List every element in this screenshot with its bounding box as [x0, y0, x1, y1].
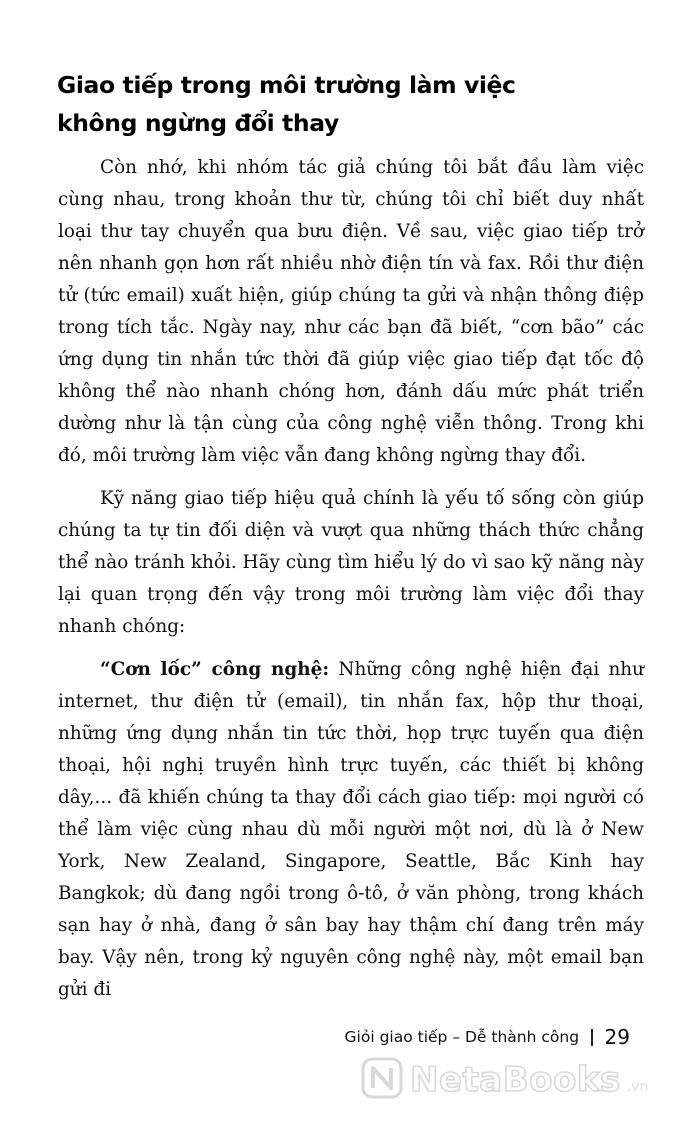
section-heading	[57, 66, 657, 142]
paragraph-3-lead: “Cơn lốc” công nghệ:	[100, 659, 330, 680]
section-heading-line-2: không ngừng đổi thay	[57, 109, 339, 137]
paragraph-3	[58, 654, 644, 1006]
netabooks-logo-icon	[360, 1056, 404, 1105]
footer-separator	[591, 1029, 593, 1046]
paragraph-3-rest: Những công nghệ hiện đại như internet, thư điện tử (email), tin nhắn fax, hộp thư thoại, những ứng dụng nhắn tin tức thời, họp trực tuyến qua điện thoại, hội nghị truyền hình trực tuyến, các thiết bị không dây,... đã khiến chúng ta thay đổi cách giao tiếp: mọi người có thể làm việc cùng nhau dù mỗi người một nơi, dù là ở New York, New Zealand, Singapore, Seattle, Bắc Kinh hay Bangkok; dù đang ngồi trong ô-tô, ở văn phòng, trong khách sạn hay ở nhà, đang ở sân bay hay thậm chí đang trên máy bay. Vậy nên, trong kỷ nguyên công nghệ này, một email bạn gửi đi	[58, 659, 644, 1000]
paragraph-1: Còn nhớ, khi nhóm tác giả chúng tôi bắt đầu làm việc cùng nhau, trong khoản thư từ, chúng tôi chỉ biết duy nhất loại thư tay chuyển qua bưu điện. Về sau, việc giao tiếp trở nên nhanh gọn hơn rất nhiều nhờ điện tín và fax. Rồi thư điện tử (tức email) xuất hiện, giúp chúng ta gửi và nhận thông điệp trong tích tắc. Ngày nay, như các bạn đã biết, “cơn bão” các ứng dụng tin nhắn tức thời đã giúp việc giao tiếp đạt tốc độ không thể nào nhanh chóng hơn, đánh dấu mức phát triển dường như là tận cùng của công nghệ viễn thông. Trong khi đó, môi trường làm việc vẫn đang không ngừng thay đổi.	[58, 157, 644, 466]
page-number: 29	[604, 1025, 630, 1049]
watermark	[360, 1055, 648, 1105]
paragraph-2: Kỹ năng giao tiếp hiệu quả chính là yếu tố sống còn giúp chúng ta tự tin đối diện và vượt qua những thách thức chẳng thể nào tránh khỏi. Hãy cùng tìm hiểu lý do vì sao kỹ năng này lại quan trọng đến vậy trong môi trường làm việc đổi thay nhanh chóng:	[58, 488, 644, 637]
running-footer	[345, 1025, 630, 1049]
footer-book-title: Giỏi giao tiếp – Dễ thành công	[344, 1028, 580, 1046]
section-heading-line-1: Giao tiếp trong môi trường làm việc	[57, 71, 516, 99]
body-text	[58, 152, 644, 1017]
watermark-tld: .vn	[626, 1079, 649, 1095]
watermark-brand: NetaBooks	[410, 1060, 621, 1100]
